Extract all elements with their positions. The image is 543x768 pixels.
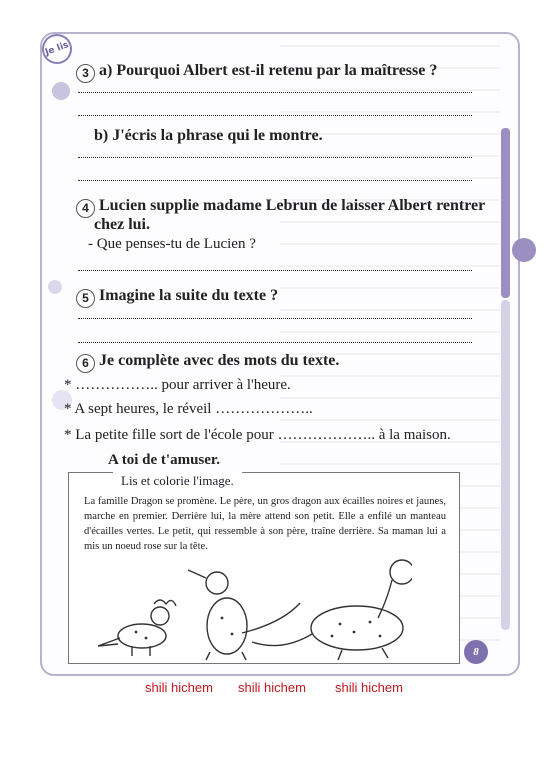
activity-title: A toi de t'amuser.	[108, 452, 220, 468]
question-4-sub: - Que penses-tu de Lucien ?	[88, 236, 256, 252]
answer-line[interactable]	[78, 318, 472, 319]
answer-line[interactable]	[78, 92, 472, 93]
fill-item: * A sept heures, le réveil ………………..	[64, 401, 313, 417]
father-dragon-drawing	[252, 560, 412, 660]
deco-circle-icon	[52, 82, 70, 100]
answer-line[interactable]	[78, 180, 472, 181]
margin-bar-light	[501, 300, 510, 630]
page-number: 8	[464, 640, 488, 664]
activity-instruction: Lis et colorie l'image.	[113, 472, 242, 490]
number-5-icon: 5	[76, 289, 95, 308]
dragon-family-drawing[interactable]	[92, 548, 412, 663]
question-3a: 3 a) Pourquoi Albert est-il retenu par la maîtresse ?	[76, 62, 437, 83]
activity-text: La famille Dragon se promène. Le père, un gros dragon aux écailles noires et jaunes, marche en premier. Derrière lui, la mère attend son petit. Elle a enfilé un manteau d'écailles vertes. Le petit, qui ressemble à son père, traîne derrière. Sa maman lui a mis un noeud rose sur la tête.	[84, 496, 446, 552]
deco-circle-icon	[48, 280, 62, 294]
baby-dragon-drawing	[98, 600, 176, 656]
lesson-badge: Je lis	[38, 30, 76, 68]
answer-line[interactable]	[78, 342, 472, 343]
number-4-icon: 4	[76, 199, 95, 218]
fill-item: * La petite fille sort de l'école pour ……………….. à la maison.	[64, 427, 451, 443]
answer-line[interactable]	[78, 115, 472, 116]
answer-line[interactable]	[78, 157, 472, 158]
mother-dragon-drawing	[188, 570, 300, 660]
footer-credit: shili hichem	[238, 680, 306, 695]
number-6-icon: 6	[76, 354, 95, 373]
question-4: 4 Lucien supplie madame Lebrun de laisser Albert rentrer	[76, 197, 485, 218]
question-6: 6 Je complète avec des mots du texte.	[76, 352, 339, 373]
footer-credit: shili hichem	[145, 680, 213, 695]
fill-item: * …………….. pour arriver à l'heure.	[64, 377, 291, 393]
margin-bar	[501, 128, 510, 298]
question-4-continued: chez lui.	[94, 216, 150, 233]
deco-circle-icon	[512, 238, 536, 262]
number-3-icon: 3	[76, 64, 95, 83]
question-3b: b) J'écris la phrase qui le montre.	[94, 127, 323, 144]
answer-line[interactable]	[78, 270, 472, 271]
footer-credit: shili hichem	[335, 680, 403, 695]
question-5: 5 Imagine la suite du texte ?	[76, 287, 278, 308]
